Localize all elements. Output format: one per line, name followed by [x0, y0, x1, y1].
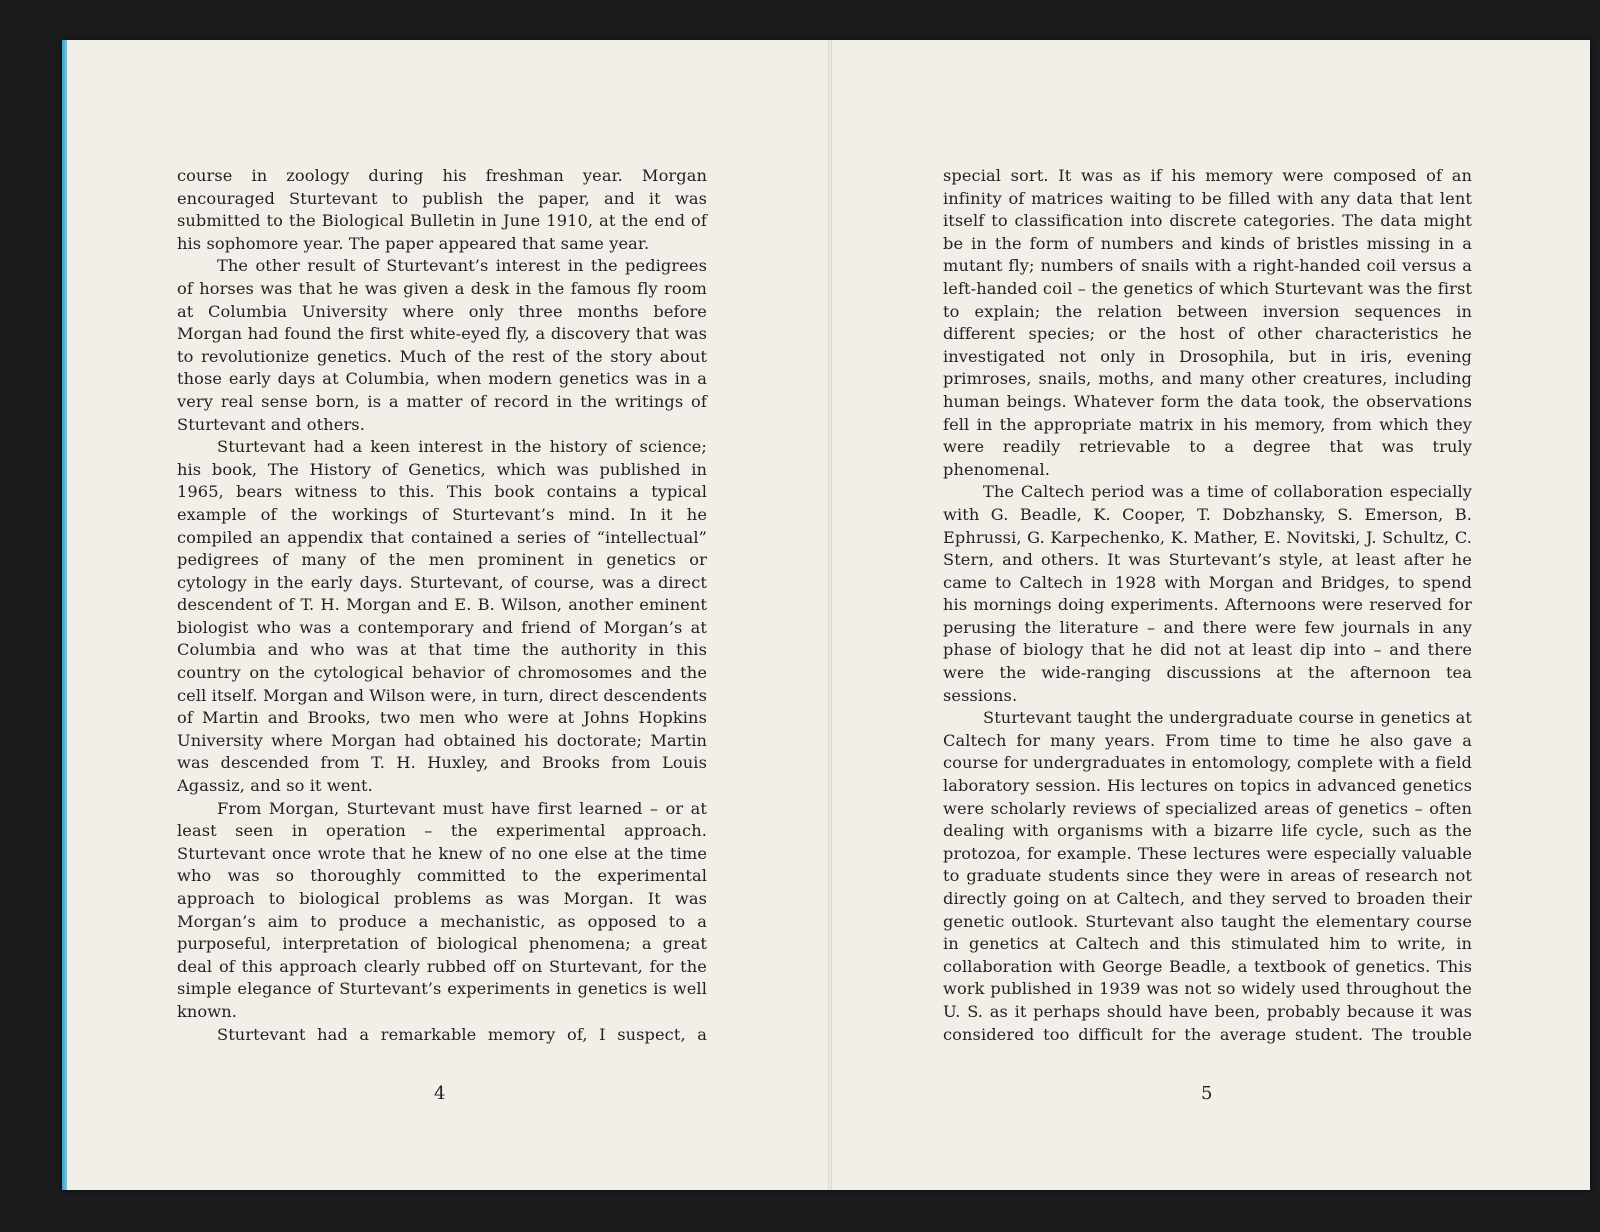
left-page-text — [177, 165, 707, 1046]
paragraph: course in zoology during his freshman year. Morgan encouraged Sturtevant to publish the paper, and it was submitted to the Biological Bulletin in June 1910, at the end of his sophomore year. The paper appeared that same year. — [177, 166, 707, 253]
right-page — [832, 40, 1590, 1190]
left-page — [67, 40, 828, 1190]
page-number: 4 — [434, 1083, 446, 1104]
paragraph: Sturtevant had a keen interest in the history of science; his book, The History of Genetics, which was published in 1965, bears witness to this. This book contains a typical example of the workings of Sturtevant’s mind. In it he compiled an appendix that contained a series of “intellectual” pedigrees of many of the men prominent in genetics or cytology in the early days. Sturtevant, of course, was a direct descendent of T. H. Morgan and E. B. Wilson, another eminent biologist who was a contemporary and friend of Morgan’s at Columbia and who was at that time the authority in this country on the cytological behavior of chromosomes and the cell itself. Morgan and Wilson were, in turn, direct descendents of Martin and Brooks, two men who were at Johns Hopkins University where Morgan had obtained his doctorate; Martin was descended from T. H. Huxley, and Brooks from Louis Agassiz, and so it went. — [177, 437, 707, 796]
paragraph: From Morgan, Sturtevant must have first learned – or at least seen in operation – the experimental approach. Sturtevant once wrote that he knew of no one else at the time who was so thoroughly committed to the experimental approach to biological problems as was Morgan. It was Morgan’s aim to produce a mechanistic, as opposed to a purposeful, interpretation of biological phenomena; a great deal of this approach clearly rubbed off on Sturtevant, for the simple elegance of Sturtevant’s experiments in genetics is well known. — [177, 798, 707, 1021]
paragraph: The Caltech period was a time of collaboration especially with G. Beadle, K. Cooper, T. Dobzhansky, S. Emerson, B. Ephrussi, G. Karpechenko, K. Mather, E. Novitski, J. Schultz, C. Stern, and others. It was Sturtevant’s style, at least after he came to Caltech in 1928 with Morgan and Bridges, to spend his mornings doing experiments. Afternoons were reserved for perusing the literature – and there were few journals in any phase of biology that he did not at least dip into – and there were the wide-ranging discussions at the afternoon tea sessions. — [943, 482, 1472, 705]
paragraph: Sturtevant had a remarkable memory of, I suspect, a — [217, 1024, 707, 1044]
page-number: 5 — [1201, 1083, 1213, 1104]
paragraph: Sturtevant taught the undergraduate course in genetics at Caltech for many years. From time to time he also gave a course for undergraduates in entomology, complete with a field laboratory session. His lectures on topics in advanced genetics were scholarly reviews of specialized areas of genetics – often dealing with organisms with a bizarre life cycle, such as the protozoa, for example. These lectures were especially valuable to graduate students since they were in areas of research not directly going on at Caltech, and they served to broaden their genetic outlook. Sturtevant also taught the elementary course in genetics at Caltech and this stimulated him to write, in collaboration with George Beadle, a textbook of genetics. This work published in 1939 was not so widely used throughout the U. S. as it perhaps should have been, probably because it was considered too difficult for the average student. The trouble — [943, 708, 1472, 1044]
paragraph: special sort. It was as if his memory were composed of an infinity of matrices waiting to be filled with any data that lent itself to classification into discrete categories. The data might be in the form of numbers and kinds of bristles missing in a mutant fly; numbers of snails with a right-handed coil versus a left-handed coil – the genetics of which Sturtevant was the first to explain; the relation between inversion sequences in different species; or the host of other characteristics he investigated not only in Drosophila, but in iris, evening primroses, snails, moths, and many other creatures, including human beings. Whatever form the data took, the observations fell in the appropriate matrix in his memory, from which they were readily retrievable to a degree that was truly phenomenal. — [943, 166, 1472, 479]
right-page-text — [943, 165, 1472, 1046]
paragraph: The other result of Sturtevant’s interest in the pedigrees of horses was that he was given a desk in the famous fly room at Columbia University where only three months before Morgan had found the first white-eyed fly, a discovery that was to revolutionize genetics. Much of the rest of the story about those early days at Columbia, when modern genetics was in a very real sense born, is a matter of record in the writings of Sturtevant and others. — [177, 256, 707, 434]
